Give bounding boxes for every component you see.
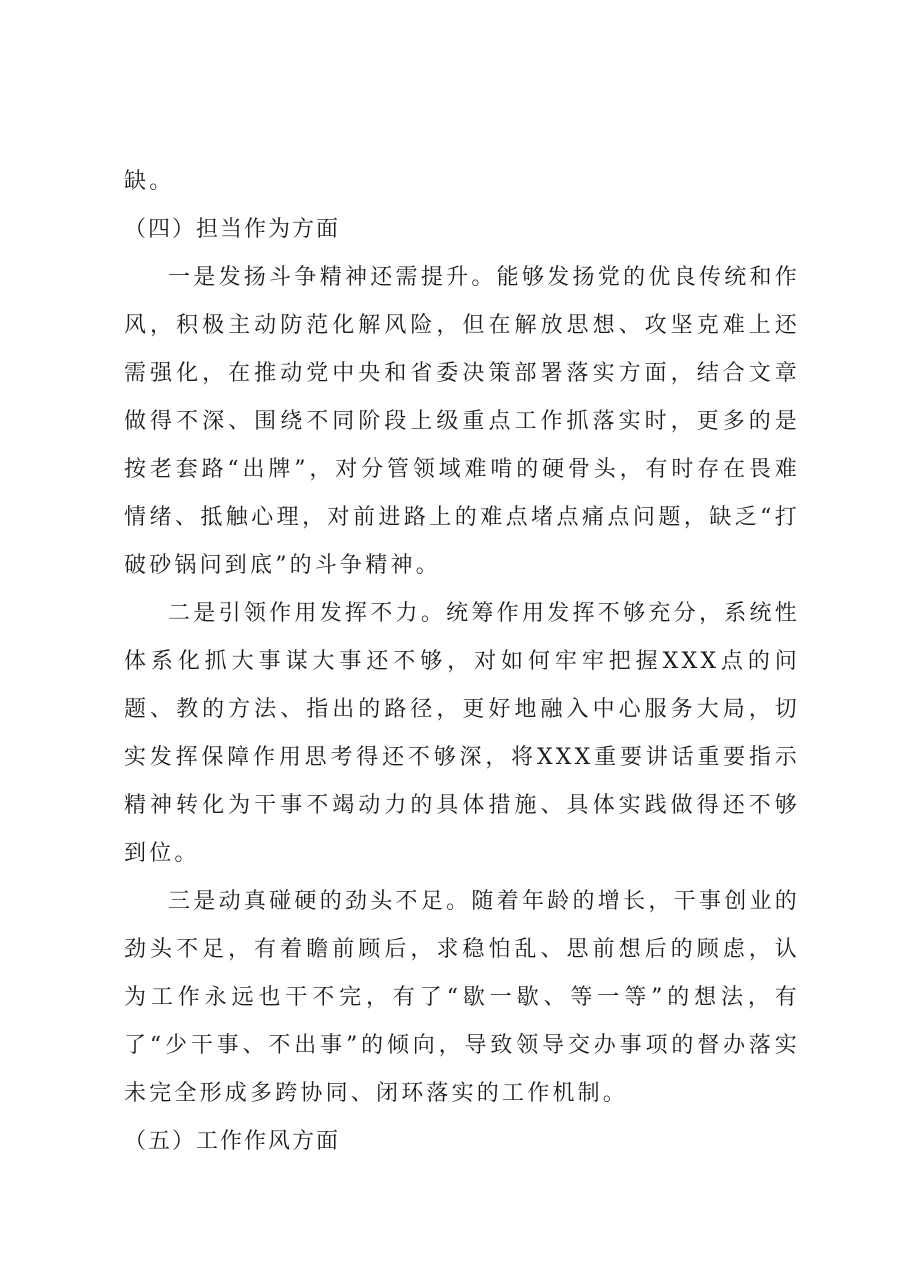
section-heading-four: （四）担当作为方面 [124,217,341,242]
paragraph-struggle-spirit: 一是发扬斗争精神还需提升。能够发扬党的优良传统和作风，积极主动防范化解风险，但在解放思想、攻坚克难上还需强化，在推动党中央和省委决策部署落实方面，结合文章做得不深、围绕不同阶段上级重点工作抓落实时，更多的是按老套路“出牌”，对分管领域难啃的硬骨头，有时存在畏难情绪、抵触心理，对前进路上的难点堵点痛点问题，缺乏“打破砂锅问到底”的斗争精神。 [124,265,800,578]
document-body [124,158,800,1166]
paragraph-drive: 三是动真碰硬的劲头不足。随着年龄的增长，干事创业的劲头不足，有着瞻前顾后，求稳怕乱、思前想后的顾虑，认为工作永远也干不完，有了“歇一歇、等一等”的想法，有了“少干事、不出事”的倾向，导致领导交办事项的督办落实未完全形成多跨协同、闭环落实的工作机制。 [124,889,800,1106]
section-heading-five: （五）工作作风方面 [124,1129,341,1154]
paragraph-leading-role: 二是引领作用发挥不力。统筹作用发挥不够充分，系统性体系化抓大事谋大事还不够，对如何牢牢把握XXX点的问题、教的方法、指出的路径，更好地融入中心服务大局，切实发挥保障作用思考得还不够深，将XXX重要讲话重要指示精神转化为干事不竭动力的具体措施、具体实践做得还不够到位。 [124,601,800,866]
continuation-text: 缺。 [124,169,175,194]
